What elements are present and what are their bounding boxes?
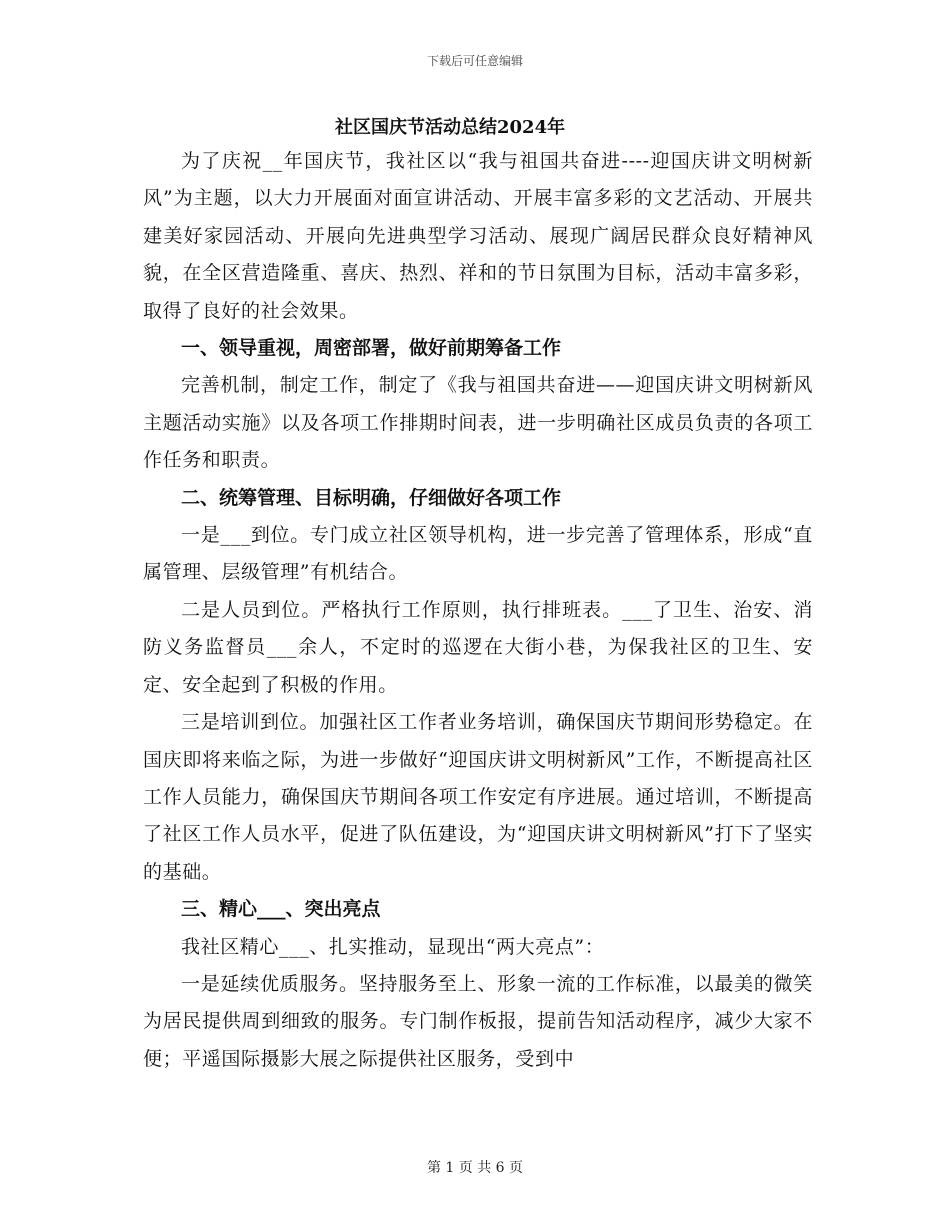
section-3-heading: 三、精心___、突出亮点 bbox=[181, 898, 381, 921]
section-3-paragraph-2: 一是延续优质服务。坚持服务至上、形象一流的工作标准，以最美的微笑为居民提供周到细致的服务。专门制作板报，提前告知活动程序，减少大家不便；平遥国际摄影大展之际提供社区服务，受到中 bbox=[143, 972, 813, 1070]
document-body bbox=[143, 113, 813, 1078]
page-number-footer: 第 1 页 共 6 页 bbox=[426, 1160, 524, 1176]
section-2-paragraph-1: 一是___到位。专门成立社区领导机构，进一步完善了管理体系，形成“直属管理、层级管理”有机结合。 bbox=[143, 524, 813, 584]
document-title: 社区国庆节活动总结2024年 bbox=[335, 117, 566, 138]
header-note: 下载后可任意编辑 bbox=[426, 54, 523, 68]
section-2-paragraph-2: 二是人员到位。严格执行工作原则，执行排班表。___了卫生、治安、消防义务监督员___余人，不定时的巡逻在大街小巷，为保我社区的卫生、安定、安全起到了积极的作用。 bbox=[143, 598, 813, 696]
section-3-paragraph-1: 我社区精心___、扎实推动，显现出“两大亮点”： bbox=[181, 935, 605, 958]
section-2-heading: 二、统筹管理、目标明确，仔细做好各项工作 bbox=[181, 486, 562, 509]
section-1-paragraph-1: 完善机制，制定工作，制定了《我与祖国共奋进——迎国庆讲文明树新风主题活动实施》以及各项工作排期时间表，进一步明确社区成员负责的各项工作任务和职责。 bbox=[143, 374, 813, 472]
section-2-paragraph-3: 三是培训到位。加强社区工作者业务培训，确保国庆节期间形势稳定。在国庆即将来临之际，为进一步做好“迎国庆讲文明树新风”工作，不断提高社区工作人员能力，确保国庆节期间各项工作安定有序进展。通过培训，不断提高了社区工作人员水平，促进了队伍建设，为“迎国庆讲文明树新风”打下了坚实的基础。 bbox=[143, 711, 813, 883]
intro-paragraph: 为了庆祝__年国庆节，我社区以“我与祖国共奋进----迎国庆讲文明树新风”为主题，以大力开展面对面宣讲活动、开展丰富多彩的文艺活动、开展共建美好家园活动、开展向先进典型学习活动、展现广阔居民群众良好精神风貌，在全区营造隆重、喜庆、热烈、祥和的节日氛围为目标，活动丰富多彩，取得了良好的社会效果。 bbox=[143, 150, 813, 322]
section-1-heading: 一、领导重视，周密部署，做好前期筹备工作 bbox=[181, 337, 562, 360]
